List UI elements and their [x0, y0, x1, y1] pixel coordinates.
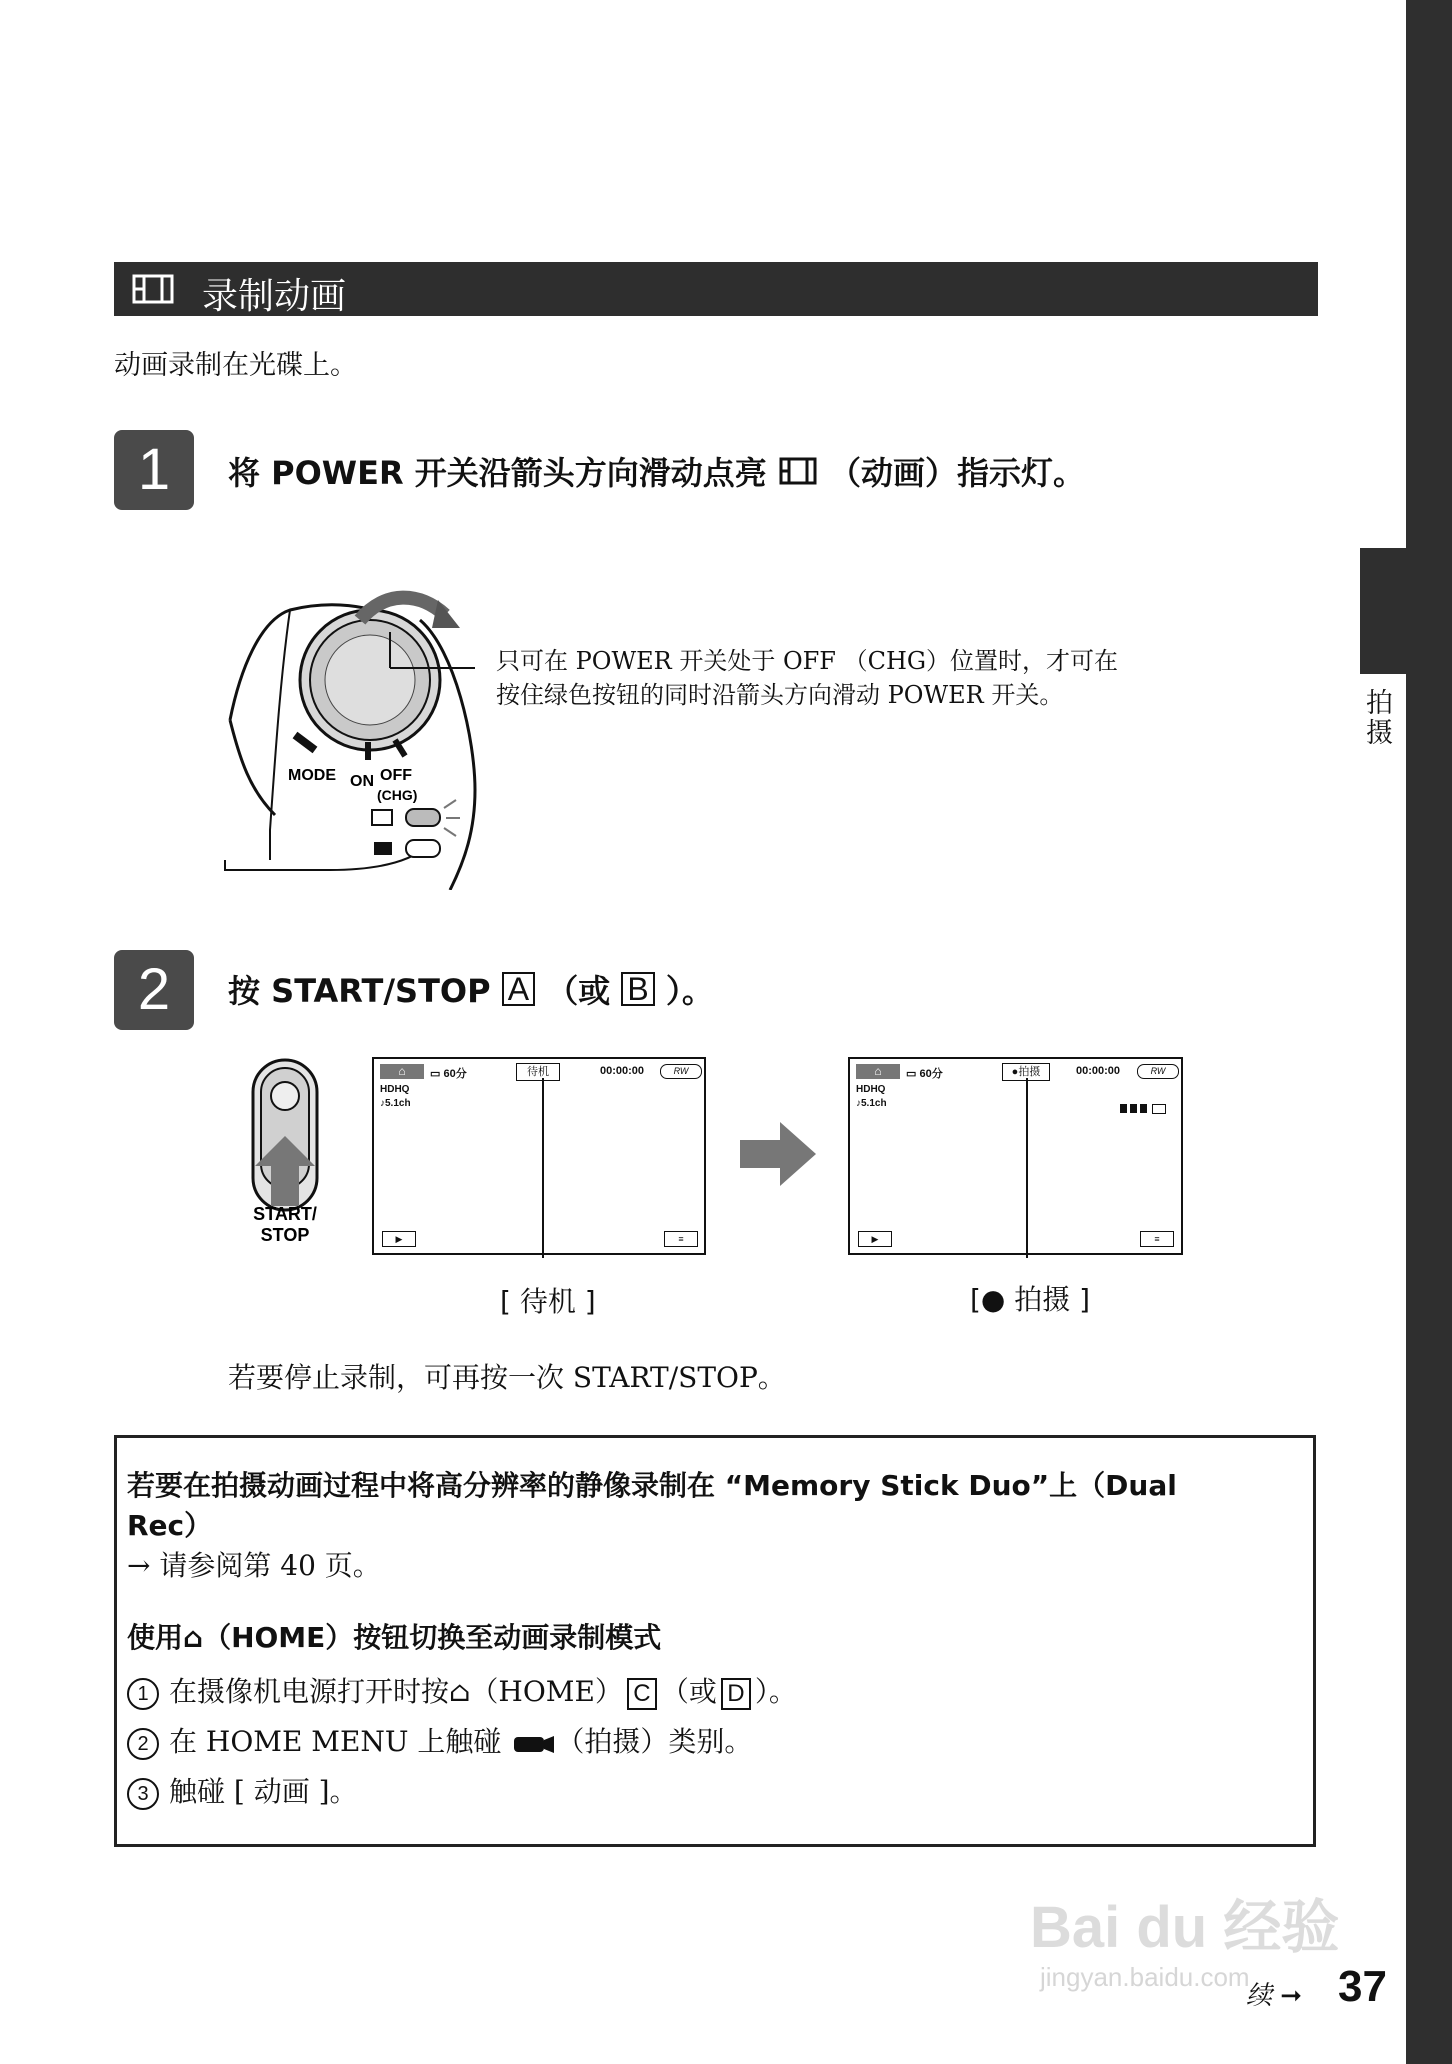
- option-icon: ≡: [1140, 1231, 1174, 1247]
- media-indicator: RW: [660, 1064, 702, 1079]
- item-1-text: 在摄像机电源打开时按: [169, 1675, 450, 1708]
- step-1-instruction: [228, 448, 1085, 494]
- play-icon: ▶: [858, 1231, 892, 1247]
- off-label: OFF: [380, 767, 412, 784]
- standby-pointer-line: [541, 1078, 545, 1258]
- movie-lamp: [406, 809, 440, 826]
- home-icon: ⌂: [856, 1064, 900, 1079]
- timecode: 00:00:00: [600, 1065, 645, 1077]
- dual-rec-heading-line-1: 若要在拍摄动画过程中将高分辨率的静像录制在 “Memory Stick Duo”上（Dual: [127, 1469, 1177, 1502]
- status-indicator: 待机: [516, 1063, 560, 1081]
- watermark-logo: Bai du 经验: [1030, 1895, 1340, 1960]
- photo-lamp: [406, 840, 440, 857]
- key-b: B: [621, 972, 654, 1006]
- instruction-item-1: [127, 1670, 797, 1710]
- home-heading-before: 使用: [127, 1621, 184, 1654]
- intro-text: 动画录制在光碟上。: [114, 350, 357, 381]
- caption-line-1: 只可在 POWER 开关处于 OFF （CHG）位置时，才可在: [496, 647, 1119, 675]
- stop-note: 若要停止录制，可再按一次 START/STOP。: [228, 1361, 786, 1394]
- item-1-end: ）。: [754, 1675, 797, 1708]
- instruction-item-2: [127, 1720, 752, 1760]
- on-label: ON: [350, 773, 374, 790]
- power-switch-illustration: [220, 560, 480, 890]
- item-2-text: 在 HOME MENU 上触碰: [169, 1725, 502, 1758]
- recording-label: [● 拍摄 ]: [970, 1283, 1091, 1316]
- continue-text: 续: [1246, 1981, 1273, 2011]
- quality-indicator: HDHQ: [856, 1084, 886, 1095]
- standby-label: [ 待机 ]: [500, 1285, 596, 1318]
- recording-pointer-line: [1025, 1078, 1029, 1258]
- step-2-text-mid: （或: [546, 972, 611, 1010]
- key-d: D: [721, 1678, 751, 1710]
- step-2-text-after: ）。: [665, 972, 714, 1010]
- lcd-screen-recording: [848, 1057, 1183, 1255]
- quality-indicator: HDHQ: [380, 1084, 410, 1095]
- info-box: [114, 1435, 1316, 1847]
- step-1-badge: 1: [114, 430, 194, 510]
- timecode: 00:00:00: [1076, 1065, 1121, 1077]
- battery-indicator: ▭ 60分: [906, 1068, 943, 1080]
- item-2-number: 2: [127, 1728, 159, 1760]
- step-2-text-before: 按 START/STOP: [228, 972, 491, 1010]
- arrow-right-icon: ➞: [1272, 1981, 1303, 2011]
- chg-label: (CHG): [377, 787, 418, 803]
- status-indicator: ●拍摄: [1002, 1063, 1050, 1081]
- dual-rec-heading-line-2: Rec）: [127, 1509, 213, 1542]
- home-mode-heading: [127, 1616, 661, 1656]
- camera-mode-icon: [374, 842, 392, 855]
- item-1-home: （HOME）: [470, 1675, 623, 1708]
- transition-arrow-icon: [740, 1122, 816, 1186]
- key-c: C: [627, 1678, 657, 1710]
- step-1-text-before: 将 POWER 开关沿箭头方向滑动点亮: [228, 454, 767, 492]
- start-stop-label-1: START/: [253, 1204, 317, 1224]
- section-title: 录制动画: [202, 276, 347, 317]
- caption-line-2: 按住绿色按钮的同时沿箭头方向滑动 POWER 开关。: [496, 681, 1064, 709]
- start-stop-button-illustration: [245, 1056, 325, 1256]
- lcd-screen-standby: [372, 1057, 706, 1255]
- item-1-or: （或: [660, 1675, 717, 1708]
- step-1-caption: [496, 644, 1118, 712]
- audio-indicator: ♪5.1ch: [380, 1098, 411, 1109]
- side-tab-label: 拍摄: [1361, 688, 1392, 748]
- instruction-item-3: [127, 1770, 358, 1810]
- item-1-number: 1: [127, 1678, 159, 1710]
- movie-lamp-icon: [778, 455, 818, 487]
- home-icon: ⌂: [449, 1675, 471, 1708]
- movie-icon: [132, 274, 174, 304]
- item-2-after: （拍摄）类别。: [556, 1725, 753, 1758]
- step-2-instruction: [228, 966, 714, 1012]
- step-2-badge: 2: [114, 950, 194, 1030]
- home-heading-after: （HOME）按钮切换至动画录制模式: [203, 1621, 662, 1654]
- side-tab: [1360, 548, 1406, 674]
- option-icon: ≡: [664, 1231, 698, 1247]
- battery-indicator: ▭ 60分: [430, 1068, 467, 1080]
- remaining-capacity-bar: [1120, 1104, 1148, 1113]
- watermark-url: jingyan.baidu.com: [1040, 1962, 1250, 1992]
- item-3-number: 3: [127, 1778, 159, 1810]
- side-bar: [1406, 0, 1452, 2064]
- audio-indicator: ♪5.1ch: [856, 1098, 887, 1109]
- movie-mode-icon: [372, 810, 392, 825]
- home-icon: ⌂: [380, 1064, 424, 1079]
- disc-icon: [1152, 1104, 1166, 1114]
- mode-label: MODE: [288, 767, 336, 784]
- continue-label: [1246, 1975, 1302, 2012]
- step-1-text-after: （动画）指示灯。: [829, 454, 1086, 492]
- page-number: 37: [1338, 1962, 1387, 2011]
- media-indicator: RW: [1137, 1064, 1179, 1079]
- play-icon: ▶: [382, 1231, 416, 1247]
- page-reference: → 请参阅第 40 页。: [127, 1549, 381, 1582]
- home-icon: ⌂: [183, 1621, 204, 1654]
- start-stop-label-2: STOP: [260, 1225, 310, 1245]
- key-a: A: [502, 972, 535, 1006]
- camera-category-icon: [510, 1732, 556, 1756]
- item-3-text: 触碰 [ 动画 ]。: [169, 1775, 358, 1808]
- section-title-bar: [114, 262, 1318, 316]
